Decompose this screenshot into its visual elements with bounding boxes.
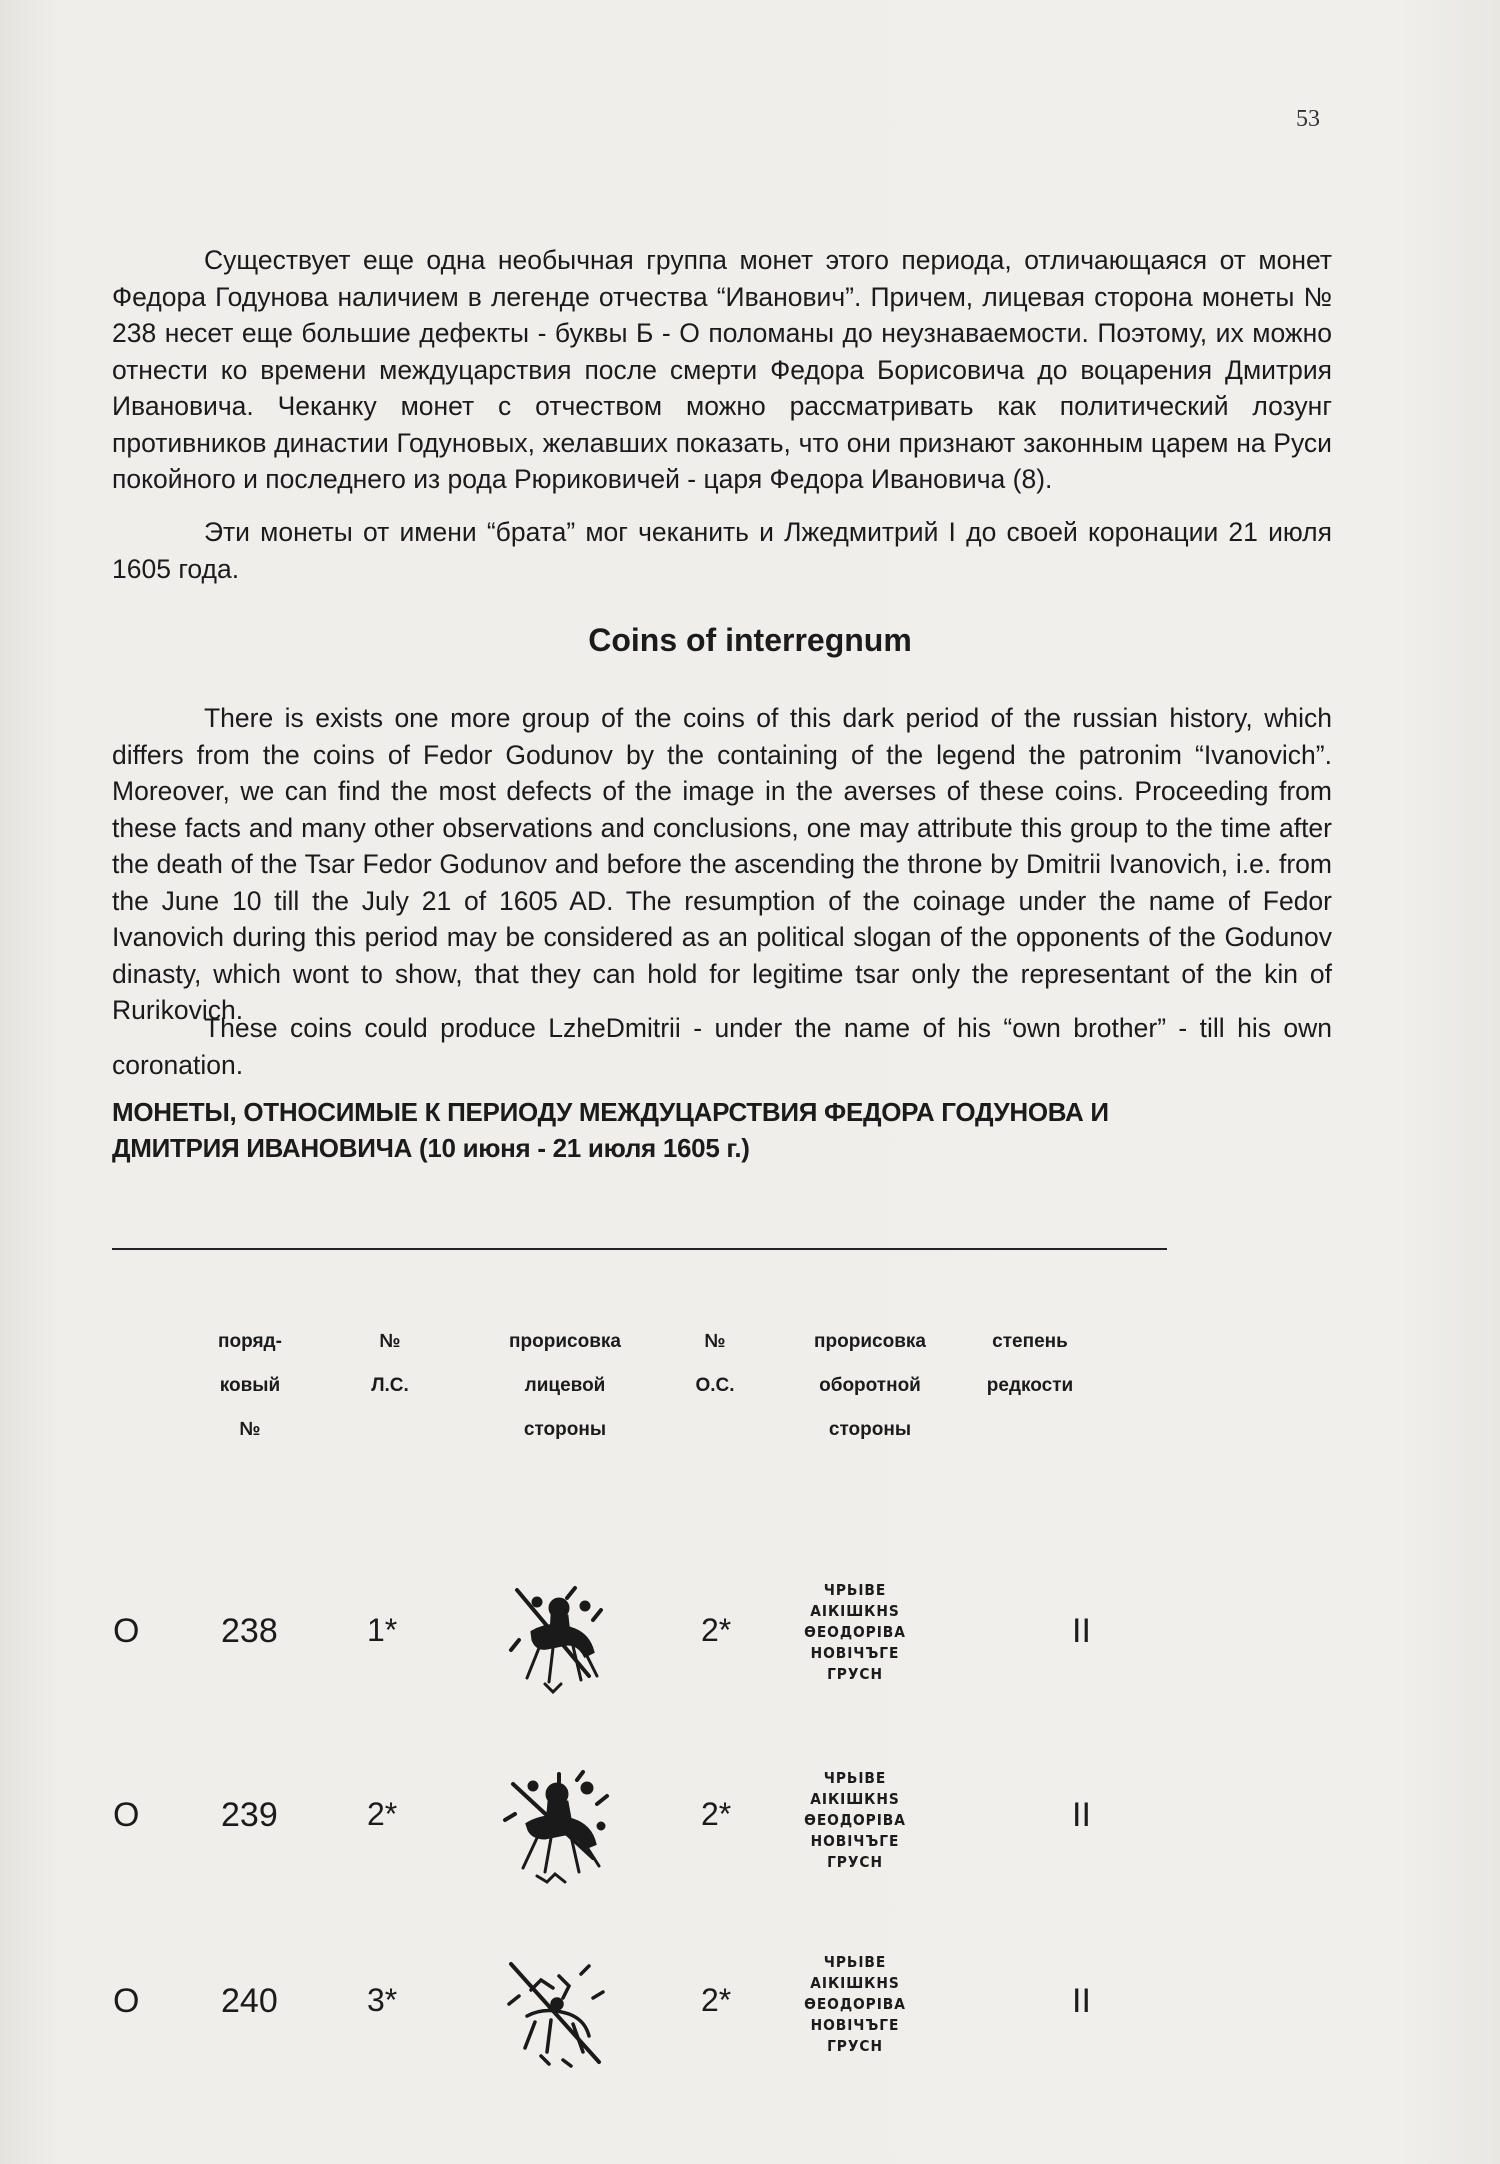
legend-line: ЧРЬІВЕ <box>823 1581 887 1599</box>
english-paragraph-2 <box>112 1010 1332 1083</box>
row-239-obverse-no: 2* <box>367 1796 398 1832</box>
col-header-obverse-no-l1: № <box>379 1331 401 1352</box>
legend-line: АІКІШКНЅ <box>810 1602 900 1620</box>
russian-paragraph-1 <box>112 242 1332 498</box>
rider-obverse-drawing-icon <box>497 1768 617 1888</box>
col-header-reverse-drawing-l3: стороны <box>828 1419 912 1440</box>
col-header-serial-l2: ковый <box>219 1375 281 1396</box>
col-header-rarity-l2: редкости <box>986 1375 1074 1396</box>
rider-obverse-drawing-icon <box>497 1580 617 1700</box>
legend-line: НОВІЧЪГЕ <box>810 1832 900 1850</box>
row-239-reverse-no: 2* <box>701 1796 732 1832</box>
row-239-mark: О <box>113 1796 140 1834</box>
row-240-mark: О <box>113 1982 140 2020</box>
russian-paragraph-1-text: Существует еще одна необычная группа монет этого периода, отличающаяся от монет Федора Годунова наличием в легенде отчества “Иванович”. Причем, лицевая сторона монеты № 238 несет еще большие дефекты - буквы Б - О поломаны до неузнаваемости. Поэтому, их можно отнести ко времени междуцарствия после смерти Федора Борисовича до воцарения Дмитрия Ивановича. Чеканку монет с отчеством можно рассматривать как политический лозунг противников династии Годуновых, желавших показать, что они признают законным царем на Руси покойного и последнего из рода Рюриковичей - царя Федора Ивановича (8). <box>112 245 1332 494</box>
col-header-reverse-drawing-l1: прорисовка <box>814 1331 926 1352</box>
legend-line: ѲЕОДОРІВА <box>804 1623 906 1641</box>
col-header-reverse-drawing <box>780 1320 960 1452</box>
row-239-number: 239 <box>221 1796 278 1834</box>
row-238-rarity: II <box>1072 1612 1091 1650</box>
col-header-serial-l3: № <box>239 1419 261 1440</box>
heading-rule <box>112 1248 1167 1250</box>
legend-line: ГРУСН <box>827 1665 883 1683</box>
legend-line: АІКІШКНЅ <box>810 1790 900 1808</box>
row-238-mark: О <box>113 1612 140 1650</box>
table-heading-line-2: ДМИТРИЯ ИВАНОВИЧА (10 июня - 21 июля 1605 г.) <box>112 1133 750 1163</box>
col-header-reverse-no-l2: О.С. <box>695 1375 735 1396</box>
row-238-reverse-no: 2* <box>701 1612 732 1648</box>
col-header-serial-l1: поряд- <box>218 1331 282 1352</box>
col-header-obverse-drawing-l2: лицевой <box>524 1375 606 1396</box>
page-number: 53 <box>1296 106 1320 132</box>
row-240-rarity: II <box>1072 1982 1091 2020</box>
col-header-reverse-no-l1: № <box>704 1331 726 1352</box>
col-header-reverse-no <box>660 1320 770 1408</box>
legend-line: НОВІЧЪГЕ <box>810 2016 900 2034</box>
russian-paragraph-2-text: Эти монеты от имени “брата” мог чеканить и Лжедмитрий I до своей коронации 21 июля 1605 года. <box>112 517 1332 584</box>
row-238-obverse-no: 1* <box>367 1612 398 1648</box>
col-header-obverse-drawing-l3: стороны <box>523 1419 607 1440</box>
legend-line: ГРУСН <box>827 1853 883 1871</box>
table-heading <box>112 1094 1342 1166</box>
row-239-reverse-legend <box>786 1768 924 1873</box>
row-240-obverse-no: 3* <box>367 1982 398 2018</box>
russian-paragraph-2 <box>112 514 1332 587</box>
col-header-obverse-drawing-l1: прорисовка <box>509 1331 621 1352</box>
col-header-rarity-l1: степень <box>992 1331 1068 1352</box>
rider-obverse-drawing-icon <box>497 1956 617 2076</box>
col-header-obverse-no <box>340 1320 440 1408</box>
col-header-serial <box>190 1320 310 1452</box>
row-238-number: 238 <box>221 1612 278 1650</box>
english-paragraph-2-text: These coins could produce LzheDmitrii - under the name of his “own brother” - till his own coronation. <box>112 1013 1332 1080</box>
row-240-reverse-legend <box>786 1952 924 2057</box>
col-header-reverse-drawing-l2: оборотной <box>819 1375 921 1396</box>
row-238-reverse-legend <box>786 1580 924 1685</box>
legend-line: АІКІШКНЅ <box>810 1974 900 1992</box>
table-heading-line-1: МОНЕТЫ, ОТНОСИМЫЕ К ПЕРИОДУ МЕЖДУЦАРСТВИЯ ФЕДОРА ГОДУНОВА И <box>112 1097 1109 1127</box>
english-paragraph-1-text: There is exists one more group of the coins of this dark period of the russian history, which differs from the coins of Fedor Godunov by the containing of the legend the patronim “Ivanovich”. Moreover, we can find the most defects of the image in the averses of these coins. Proceeding from these facts and many other observations and conclusions, one may attribute this group to the time after the death of the Tsar Fedor Godunov and before the ascending the throne by Dmitrii Ivanovich, i.e. from the June 10 till the July 21 of 1605 AD. The resumption of the coinage under the name of Fedor Ivanovich during this period may be considered as an political slogan of the opponents of the Godunov dinasty, which wont to show, that they can hold for legitime tsar only the representant of the kin of Rurikovich. <box>112 703 1332 1025</box>
legend-line: ѲЕОДОРІВА <box>804 1995 906 2013</box>
row-240-number: 240 <box>221 1982 278 2020</box>
legend-line: ЧРЬІВЕ <box>823 1953 887 1971</box>
legend-line: ѲЕОДОРІВА <box>804 1811 906 1829</box>
col-header-obverse-no-l2: Л.С. <box>371 1375 409 1396</box>
english-paragraph-1 <box>112 700 1332 1029</box>
col-header-obverse-drawing <box>480 1320 650 1452</box>
row-240-reverse-no: 2* <box>701 1982 732 2018</box>
col-header-rarity <box>965 1320 1095 1408</box>
legend-line: ЧРЬІВЕ <box>823 1769 887 1787</box>
legend-line: ГРУСН <box>827 2037 883 2055</box>
row-239-rarity: II <box>1072 1796 1091 1834</box>
section-title: Coins of interregnum <box>588 622 912 658</box>
legend-line: НОВІЧЪГЕ <box>810 1644 900 1662</box>
